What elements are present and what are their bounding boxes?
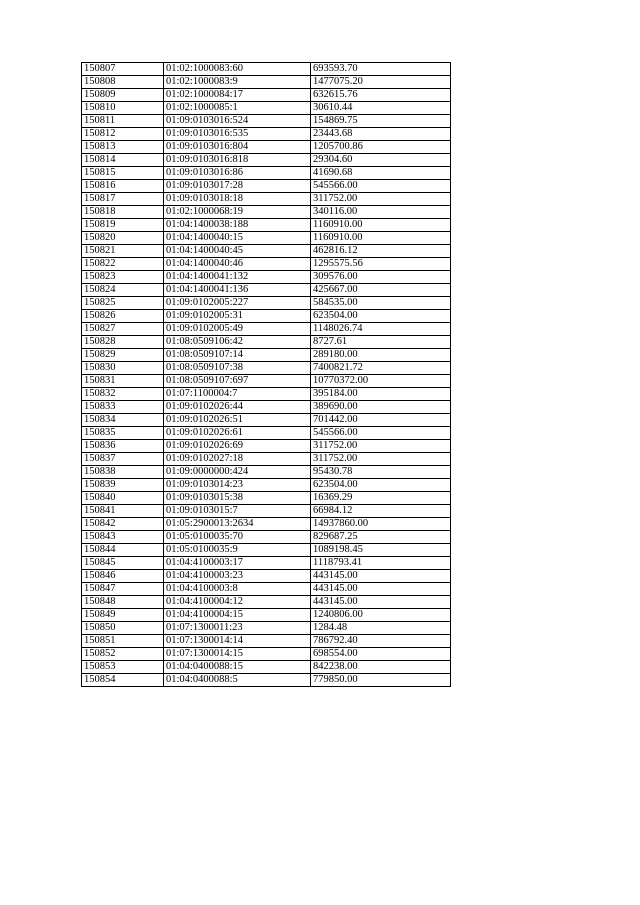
row-number-cell: 150824 (82, 284, 164, 297)
row-number-cell: 150816 (82, 180, 164, 193)
value-cell: 693593.70 (311, 63, 451, 76)
value-cell: 1160910.00 (311, 219, 451, 232)
table-row (82, 206, 451, 219)
table-row (82, 609, 451, 622)
cadastral-number-cell: 01:02:1000083:9 (164, 76, 311, 89)
row-number-cell: 150846 (82, 570, 164, 583)
row-number-cell: 150841 (82, 505, 164, 518)
row-number-cell: 150832 (82, 388, 164, 401)
value-cell: 701442.00 (311, 414, 451, 427)
cadastral-number-cell: 01:09:0102005:31 (164, 310, 311, 323)
row-number-cell: 150854 (82, 674, 164, 687)
row-number-cell: 150835 (82, 427, 164, 440)
cadastral-number-cell: 01:04:4100004:12 (164, 596, 311, 609)
cadastral-number-cell: 01:08:0509107:697 (164, 375, 311, 388)
cadastral-number-cell: 01:05:2900013:2634 (164, 518, 311, 531)
value-cell: 1240806.00 (311, 609, 451, 622)
value-cell: 95430.78 (311, 466, 451, 479)
table-row (82, 375, 451, 388)
table-row (82, 414, 451, 427)
data-table (81, 62, 451, 687)
cadastral-number-cell: 01:09:0103015:7 (164, 505, 311, 518)
cadastral-number-cell: 01:04:4100003:23 (164, 570, 311, 583)
value-cell: 289180.00 (311, 349, 451, 362)
table-row (82, 531, 451, 544)
table-row (82, 154, 451, 167)
value-cell: 584535.00 (311, 297, 451, 310)
table-row (82, 245, 451, 258)
value-cell: 545566.00 (311, 427, 451, 440)
cadastral-number-cell: 01:04:0400088:15 (164, 661, 311, 674)
table-row (82, 661, 451, 674)
table-row (82, 323, 451, 336)
table-row (82, 336, 451, 349)
cadastral-number-cell: 01:09:0102026:61 (164, 427, 311, 440)
table-row (82, 63, 451, 76)
table-row (82, 310, 451, 323)
value-cell: 443145.00 (311, 583, 451, 596)
value-cell: 443145.00 (311, 570, 451, 583)
cadastral-number-cell: 01:07:1300014:15 (164, 648, 311, 661)
value-cell: 41690.68 (311, 167, 451, 180)
table-row (82, 388, 451, 401)
row-number-cell: 150837 (82, 453, 164, 466)
table-row (82, 505, 451, 518)
table-row (82, 479, 451, 492)
table-row (82, 167, 451, 180)
table-row (82, 284, 451, 297)
row-number-cell: 150833 (82, 401, 164, 414)
table-row (82, 453, 451, 466)
value-cell: 1284.48 (311, 622, 451, 635)
table-row (82, 76, 451, 89)
table-row (82, 557, 451, 570)
table-row (82, 219, 451, 232)
table-row (82, 141, 451, 154)
row-number-cell: 150845 (82, 557, 164, 570)
cadastral-number-cell: 01:09:0102005:227 (164, 297, 311, 310)
table-row (82, 570, 451, 583)
row-number-cell: 150842 (82, 518, 164, 531)
cadastral-number-cell: 01:04:1400041:136 (164, 284, 311, 297)
cadastral-number-cell: 01:04:1400040:45 (164, 245, 311, 258)
value-cell: 8727.61 (311, 336, 451, 349)
row-number-cell: 150851 (82, 635, 164, 648)
value-cell: 66984.12 (311, 505, 451, 518)
cadastral-number-cell: 01:04:1400041:132 (164, 271, 311, 284)
cadastral-number-cell: 01:09:0103014:23 (164, 479, 311, 492)
value-cell: 29304.60 (311, 154, 451, 167)
cadastral-number-cell: 01:07:1300011:23 (164, 622, 311, 635)
cadastral-number-cell: 01:09:0000000:424 (164, 466, 311, 479)
cadastral-number-cell: 01:09:0102026:69 (164, 440, 311, 453)
cadastral-number-cell: 01:09:0103016:818 (164, 154, 311, 167)
cadastral-number-cell: 01:02:1000085:1 (164, 102, 311, 115)
row-number-cell: 150807 (82, 63, 164, 76)
cadastral-number-cell: 01:07:1300014:14 (164, 635, 311, 648)
value-cell: 340116.00 (311, 206, 451, 219)
row-number-cell: 150829 (82, 349, 164, 362)
cadastral-number-cell: 01:09:0103016:86 (164, 167, 311, 180)
cadastral-number-cell: 01:09:0102027:18 (164, 453, 311, 466)
cadastral-number-cell: 01:04:1400040:46 (164, 258, 311, 271)
cadastral-number-cell: 01:07:1100004:7 (164, 388, 311, 401)
row-number-cell: 150847 (82, 583, 164, 596)
table-row (82, 622, 451, 635)
cadastral-number-cell: 01:08:0509107:38 (164, 362, 311, 375)
row-number-cell: 150819 (82, 219, 164, 232)
table-row (82, 440, 451, 453)
table-row (82, 232, 451, 245)
row-number-cell: 150811 (82, 115, 164, 128)
cadastral-number-cell: 01:05:0100035:70 (164, 531, 311, 544)
cadastral-number-cell: 01:09:0102005:49 (164, 323, 311, 336)
table-row (82, 648, 451, 661)
value-cell: 443145.00 (311, 596, 451, 609)
value-cell: 829687.25 (311, 531, 451, 544)
value-cell: 779850.00 (311, 674, 451, 687)
table-row (82, 258, 451, 271)
value-cell: 1160910.00 (311, 232, 451, 245)
cadastral-number-cell: 01:09:0103016:535 (164, 128, 311, 141)
row-number-cell: 150844 (82, 544, 164, 557)
table-row (82, 492, 451, 505)
value-cell: 1477075.20 (311, 76, 451, 89)
table-row (82, 596, 451, 609)
cadastral-number-cell: 01:04:0400088:5 (164, 674, 311, 687)
value-cell: 311752.00 (311, 440, 451, 453)
table-row (82, 401, 451, 414)
row-number-cell: 150831 (82, 375, 164, 388)
row-number-cell: 150849 (82, 609, 164, 622)
row-number-cell: 150815 (82, 167, 164, 180)
value-cell: 309576.00 (311, 271, 451, 284)
cadastral-number-cell: 01:09:0103016:524 (164, 115, 311, 128)
cadastral-number-cell: 01:09:0103015:38 (164, 492, 311, 505)
cadastral-number-cell: 01:04:4100003:17 (164, 557, 311, 570)
value-cell: 632615.76 (311, 89, 451, 102)
cadastral-number-cell: 01:02:1000068:19 (164, 206, 311, 219)
value-cell: 16369.29 (311, 492, 451, 505)
value-cell: 545566.00 (311, 180, 451, 193)
value-cell: 311752.00 (311, 193, 451, 206)
cadastral-number-cell: 01:02:1000084:17 (164, 89, 311, 102)
row-number-cell: 150827 (82, 323, 164, 336)
value-cell: 154869.75 (311, 115, 451, 128)
table-row (82, 518, 451, 531)
value-cell: 23443.68 (311, 128, 451, 141)
value-cell: 14937860.00 (311, 518, 451, 531)
cadastral-number-cell: 01:08:0509107:14 (164, 349, 311, 362)
value-cell: 395184.00 (311, 388, 451, 401)
cadastral-number-cell: 01:02:1000083:60 (164, 63, 311, 76)
table-row (82, 193, 451, 206)
value-cell: 1295575.56 (311, 258, 451, 271)
row-number-cell: 150825 (82, 297, 164, 310)
table-row (82, 583, 451, 596)
row-number-cell: 150853 (82, 661, 164, 674)
table-body (82, 63, 451, 687)
value-cell: 1118793.41 (311, 557, 451, 570)
value-cell: 1089198.45 (311, 544, 451, 557)
row-number-cell: 150843 (82, 531, 164, 544)
value-cell: 623504.00 (311, 479, 451, 492)
row-number-cell: 150839 (82, 479, 164, 492)
value-cell: 7400821.72 (311, 362, 451, 375)
table-row (82, 115, 451, 128)
cadastral-number-cell: 01:04:1400038:188 (164, 219, 311, 232)
table-row (82, 674, 451, 687)
row-number-cell: 150826 (82, 310, 164, 323)
row-number-cell: 150840 (82, 492, 164, 505)
cadastral-number-cell: 01:09:0103016:804 (164, 141, 311, 154)
value-cell: 1205700.86 (311, 141, 451, 154)
row-number-cell: 150820 (82, 232, 164, 245)
row-number-cell: 150817 (82, 193, 164, 206)
row-number-cell: 150828 (82, 336, 164, 349)
table-row (82, 271, 451, 284)
row-number-cell: 150850 (82, 622, 164, 635)
cadastral-number-cell: 01:09:0102026:44 (164, 401, 311, 414)
cadastral-number-cell: 01:04:4100003:8 (164, 583, 311, 596)
value-cell: 842238.00 (311, 661, 451, 674)
table-row (82, 427, 451, 440)
row-number-cell: 150823 (82, 271, 164, 284)
value-cell: 623504.00 (311, 310, 451, 323)
row-number-cell: 150834 (82, 414, 164, 427)
value-cell: 786792.40 (311, 635, 451, 648)
value-cell: 698554.00 (311, 648, 451, 661)
table-row (82, 297, 451, 310)
row-number-cell: 150818 (82, 206, 164, 219)
row-number-cell: 150813 (82, 141, 164, 154)
cadastral-number-cell: 01:08:0509106:42 (164, 336, 311, 349)
value-cell: 30610.44 (311, 102, 451, 115)
table-row (82, 466, 451, 479)
value-cell: 10770372.00 (311, 375, 451, 388)
row-number-cell: 150821 (82, 245, 164, 258)
value-cell: 462816.12 (311, 245, 451, 258)
cadastral-number-cell: 01:04:4100004:15 (164, 609, 311, 622)
table-row (82, 362, 451, 375)
row-number-cell: 150822 (82, 258, 164, 271)
value-cell: 389690.00 (311, 401, 451, 414)
row-number-cell: 150836 (82, 440, 164, 453)
cadastral-number-cell: 01:05:0100035:9 (164, 544, 311, 557)
table-row (82, 180, 451, 193)
row-number-cell: 150830 (82, 362, 164, 375)
row-number-cell: 150812 (82, 128, 164, 141)
value-cell: 1148026.74 (311, 323, 451, 336)
row-number-cell: 150848 (82, 596, 164, 609)
cadastral-number-cell: 01:09:0102026:51 (164, 414, 311, 427)
table-row (82, 89, 451, 102)
row-number-cell: 150838 (82, 466, 164, 479)
row-number-cell: 150852 (82, 648, 164, 661)
table-row (82, 128, 451, 141)
cadastral-number-cell: 01:09:0103017:28 (164, 180, 311, 193)
table-row (82, 635, 451, 648)
value-cell: 311752.00 (311, 453, 451, 466)
row-number-cell: 150814 (82, 154, 164, 167)
table-row (82, 349, 451, 362)
cadastral-number-cell: 01:04:1400040:15 (164, 232, 311, 245)
row-number-cell: 150810 (82, 102, 164, 115)
row-number-cell: 150809 (82, 89, 164, 102)
table-row (82, 102, 451, 115)
cadastral-number-cell: 01:09:0103018:18 (164, 193, 311, 206)
table-row (82, 544, 451, 557)
row-number-cell: 150808 (82, 76, 164, 89)
value-cell: 425667.00 (311, 284, 451, 297)
